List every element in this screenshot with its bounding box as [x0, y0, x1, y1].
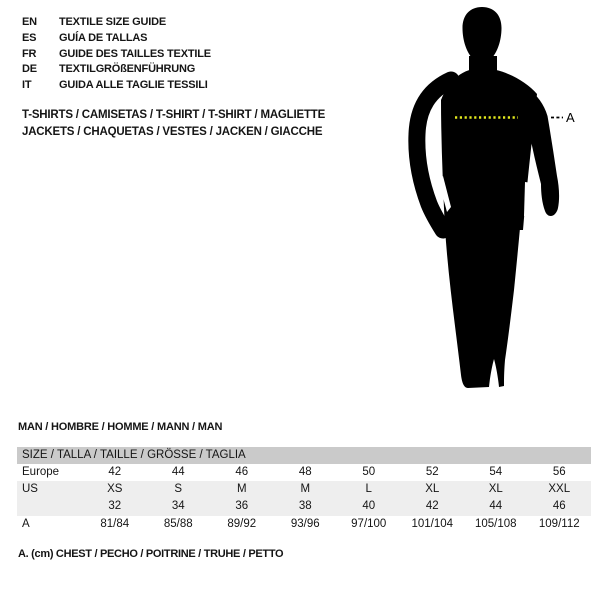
size-value: XL [425, 483, 440, 496]
language-row-de [22, 62, 211, 78]
row-label: US [22, 483, 38, 496]
language-title: GUIDE DES TAILLES TEXTILE [59, 47, 211, 60]
size-value: M [236, 483, 247, 496]
size-value: M [300, 483, 311, 496]
size-value: 56 [552, 466, 566, 478]
size-value: XXL [548, 483, 571, 496]
size-value: 52 [425, 466, 439, 478]
section-title-man: MAN / HOMBRE / HOMME / MANN / MAN [18, 421, 223, 433]
size-value: 46 [235, 466, 249, 478]
measurement-footnote: A. (cm) CHEST / PECHO / POITRINE / TRUHE / PETTO [18, 548, 284, 560]
measure-label-a: A [566, 110, 575, 125]
size-value: S [174, 483, 183, 496]
language-guide-list [22, 15, 211, 94]
torso-shape [441, 68, 537, 230]
size-value: 44 [489, 500, 503, 513]
size-value: 89/92 [227, 517, 257, 530]
size-value: 85/88 [163, 517, 193, 530]
size-value: 34 [171, 500, 185, 513]
size-value: XS [107, 483, 123, 496]
language-code: IT [22, 79, 32, 92]
size-value: 44 [171, 466, 185, 478]
language-title: TEXTILE SIZE GUIDE [59, 16, 167, 28]
man-silhouette-figure [405, 0, 580, 400]
language-title: TEXTILGRÖßENFÜHRUNG [59, 63, 196, 76]
size-value: 42 [108, 466, 122, 478]
language-code: DE [22, 63, 37, 76]
table-row-europe [17, 464, 591, 481]
language-code: ES [22, 31, 37, 44]
table-row-us-numeric [17, 498, 591, 515]
size-table [17, 447, 591, 533]
language-code: EN [22, 16, 37, 28]
language-row-it [22, 78, 211, 94]
size-value: XL [488, 483, 503, 496]
size-table-header: SIZE / TALLA / TAILLE / GRÖSSE / TAGLIA [17, 447, 591, 464]
category-tshirts: T-SHIRTS / CAMISETAS / T-SHIRT / T-SHIRT / MAGLIETTE [22, 109, 326, 121]
hand-hip-gap-right [524, 182, 540, 216]
size-value: 105/108 [474, 517, 517, 530]
size-value: 54 [489, 466, 503, 478]
language-row-en [22, 15, 211, 31]
size-value: 46 [552, 500, 566, 513]
size-value: 81/84 [100, 517, 130, 530]
row-label: Europe [22, 466, 60, 478]
table-row-us [17, 481, 591, 498]
language-code: FR [22, 47, 37, 60]
row-label: A [22, 517, 30, 530]
language-row-fr [22, 47, 211, 63]
language-title: GUIDA ALLE TAGLIE TESSILI [59, 79, 208, 92]
size-value: 93/96 [290, 517, 320, 530]
category-jackets: JACKETS / CHAQUETAS / VESTES / JACKEN / GIACCHE [22, 125, 323, 138]
man-silhouette [405, 0, 580, 400]
table-row-chest-a [17, 516, 591, 533]
size-value: 42 [425, 500, 439, 513]
size-value: 109/112 [538, 517, 580, 530]
size-value: 50 [362, 466, 376, 478]
language-title: GUÍA DE TALLAS [59, 31, 148, 44]
size-value: L [365, 483, 372, 496]
size-value: 40 [362, 500, 376, 513]
size-value: 101/104 [411, 517, 454, 530]
garment-categories [22, 107, 325, 140]
size-value: 48 [298, 466, 312, 478]
size-value: 36 [235, 500, 249, 513]
size-value: 32 [108, 500, 122, 513]
language-row-es [22, 31, 211, 47]
size-value: 38 [298, 500, 312, 513]
head-shape [463, 7, 502, 64]
legs-shape [445, 228, 520, 388]
row-label [17, 498, 83, 515]
size-value: 97/100 [351, 517, 387, 530]
